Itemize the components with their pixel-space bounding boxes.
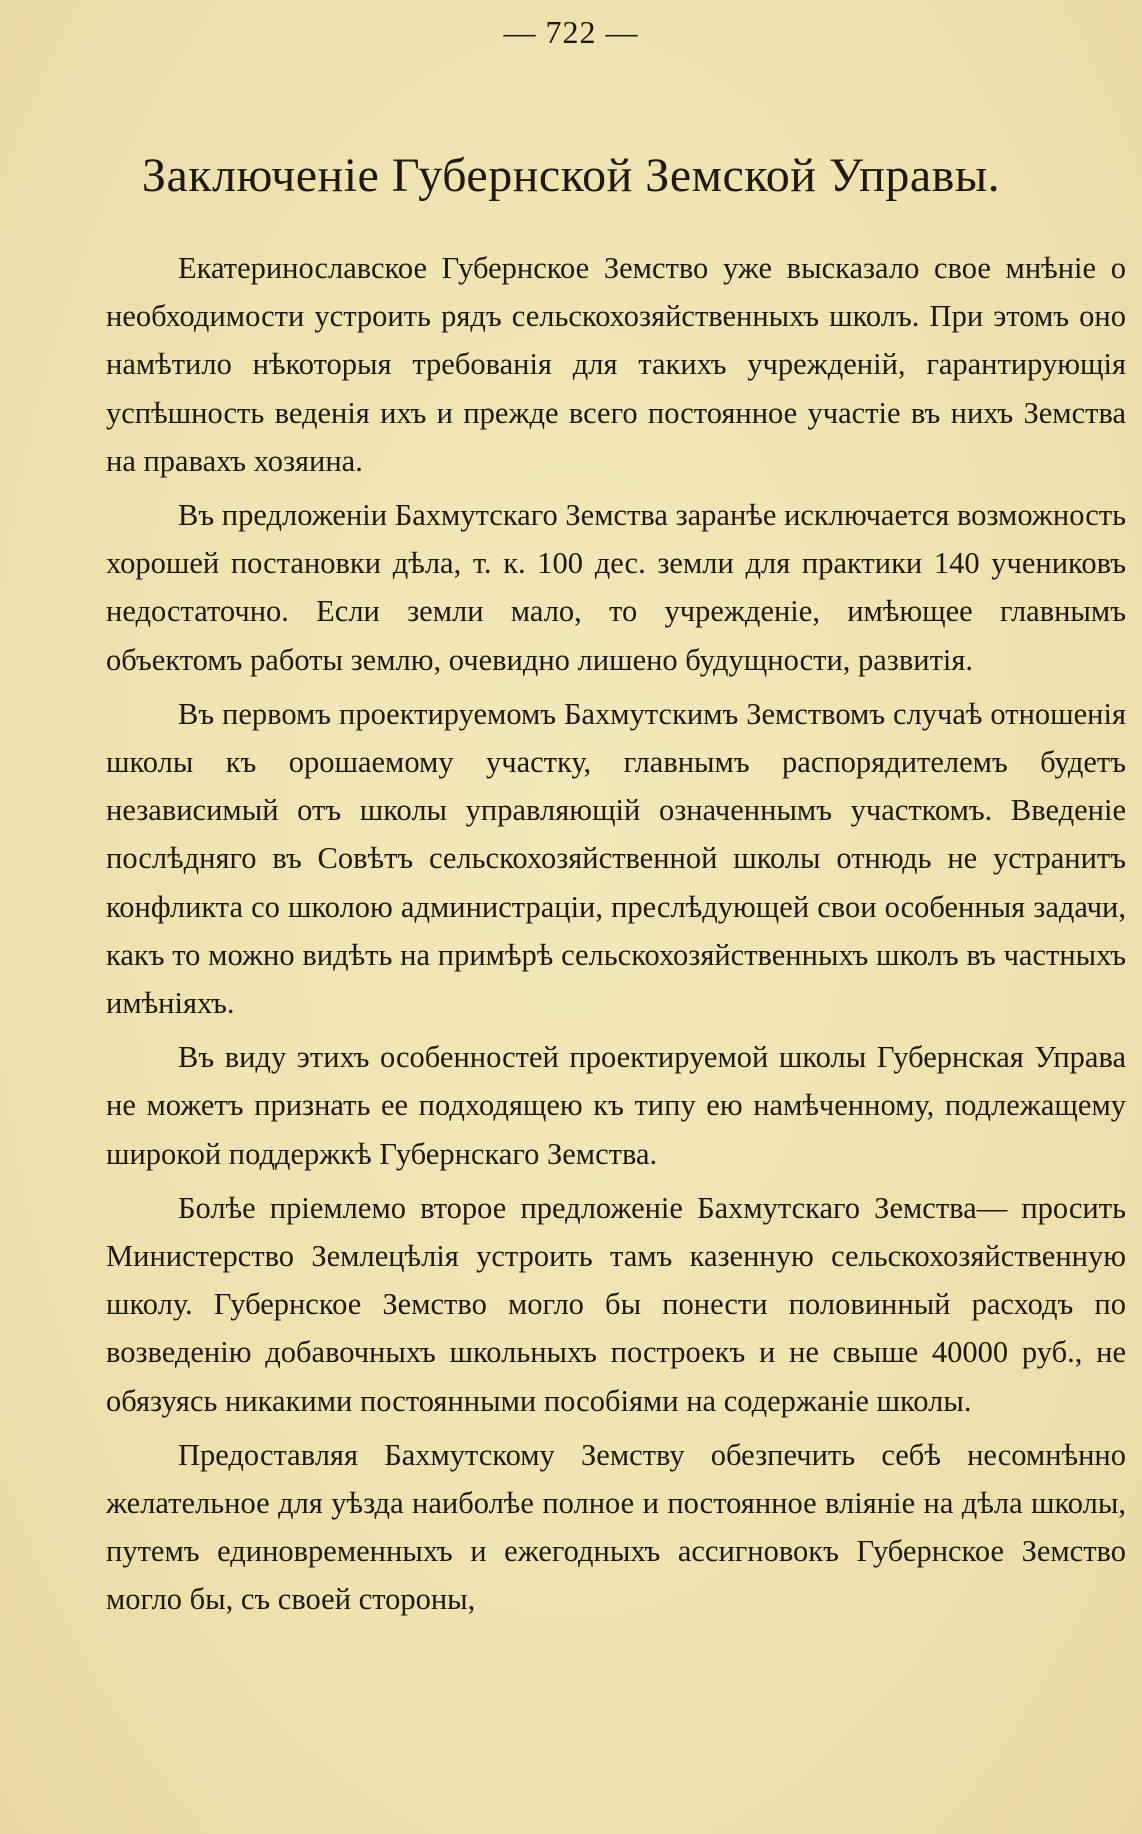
page-number: — 722 —	[503, 14, 639, 50]
paragraph-6: Предоставляя Бахмутскому Земству обезпечить себѣ несомнѣнно желательное для уѣзда наиболѣе полное и постоянное вліяніе на дѣла школы, путемъ единовременныхъ и ежегодныхъ ассигновокъ Губернское Земство могло бы, съ своей стороны,	[106, 1437, 1126, 1617]
page-title: Заключеніе Губернской Земской Управы.	[141, 149, 1001, 202]
paragraph-1: Екатеринославское Губернское Земство уже высказало свое мнѣніе о необходимости устроить рядъ сельскохозяйственныхъ школъ. При этомъ оно намѣтило нѣкоторыя требованія для такихъ учрежденій, гарантирующія успѣшность веденія ихъ и прежде всего постоянное участіе въ нихъ Земства на правахъ хозяина.	[106, 251, 1126, 478]
paragraph-3: Въ первомъ проектируемомъ Бахмутскимъ Земствомъ случаѣ отношенія школы къ орошаемому участку, главнымъ распорядителемъ будетъ независимый отъ школы управляющій означеннымъ участкомъ. Введеніе послѣдняго въ Совѣтъ сельскохозяйственной школы отнюдь не устранитъ конфликта со школою администраціи, преслѣдующей свои особенныя задачи, какъ то можно видѣть на примѣрѣ сельскохозяйственныхъ школъ въ частныхъ имѣніяхъ.	[106, 696, 1126, 1021]
body-text	[106, 244, 1126, 1630]
paragraph-4: Въ виду этихъ особенностей проектируемой школы Губернская Управа не можетъ признать ее подходящею къ типу ею намѣченному, подлежащему широкой поддержкѣ Губернскаго Земства.	[106, 1040, 1126, 1171]
paragraph-5: Болѣе пріемлемо второе предложеніе Бахмутскаго Земства— просить Министерство Землецѣлія устроить тамъ казенную сельскохозяйственную школу. Губернское Земство могло бы понести половинный расходъ по возведенію добавочныхъ школьныхъ построекъ и не свыше 40000 руб., не обязуясь никакими постоянными пособіями на содержаніе школы.	[106, 1190, 1126, 1418]
paragraph-2: Въ предложеніи Бахмутскаго Земства заранѣе исключается возможность хорошей постановки дѣла, т. к. 100 дес. земли для практики 140 учениковъ недостаточно. Если земли мало, то учрежденіе, имѣющее главнымъ объектомъ работы землю, очевидно лишено будущности, развитія.	[106, 498, 1126, 677]
